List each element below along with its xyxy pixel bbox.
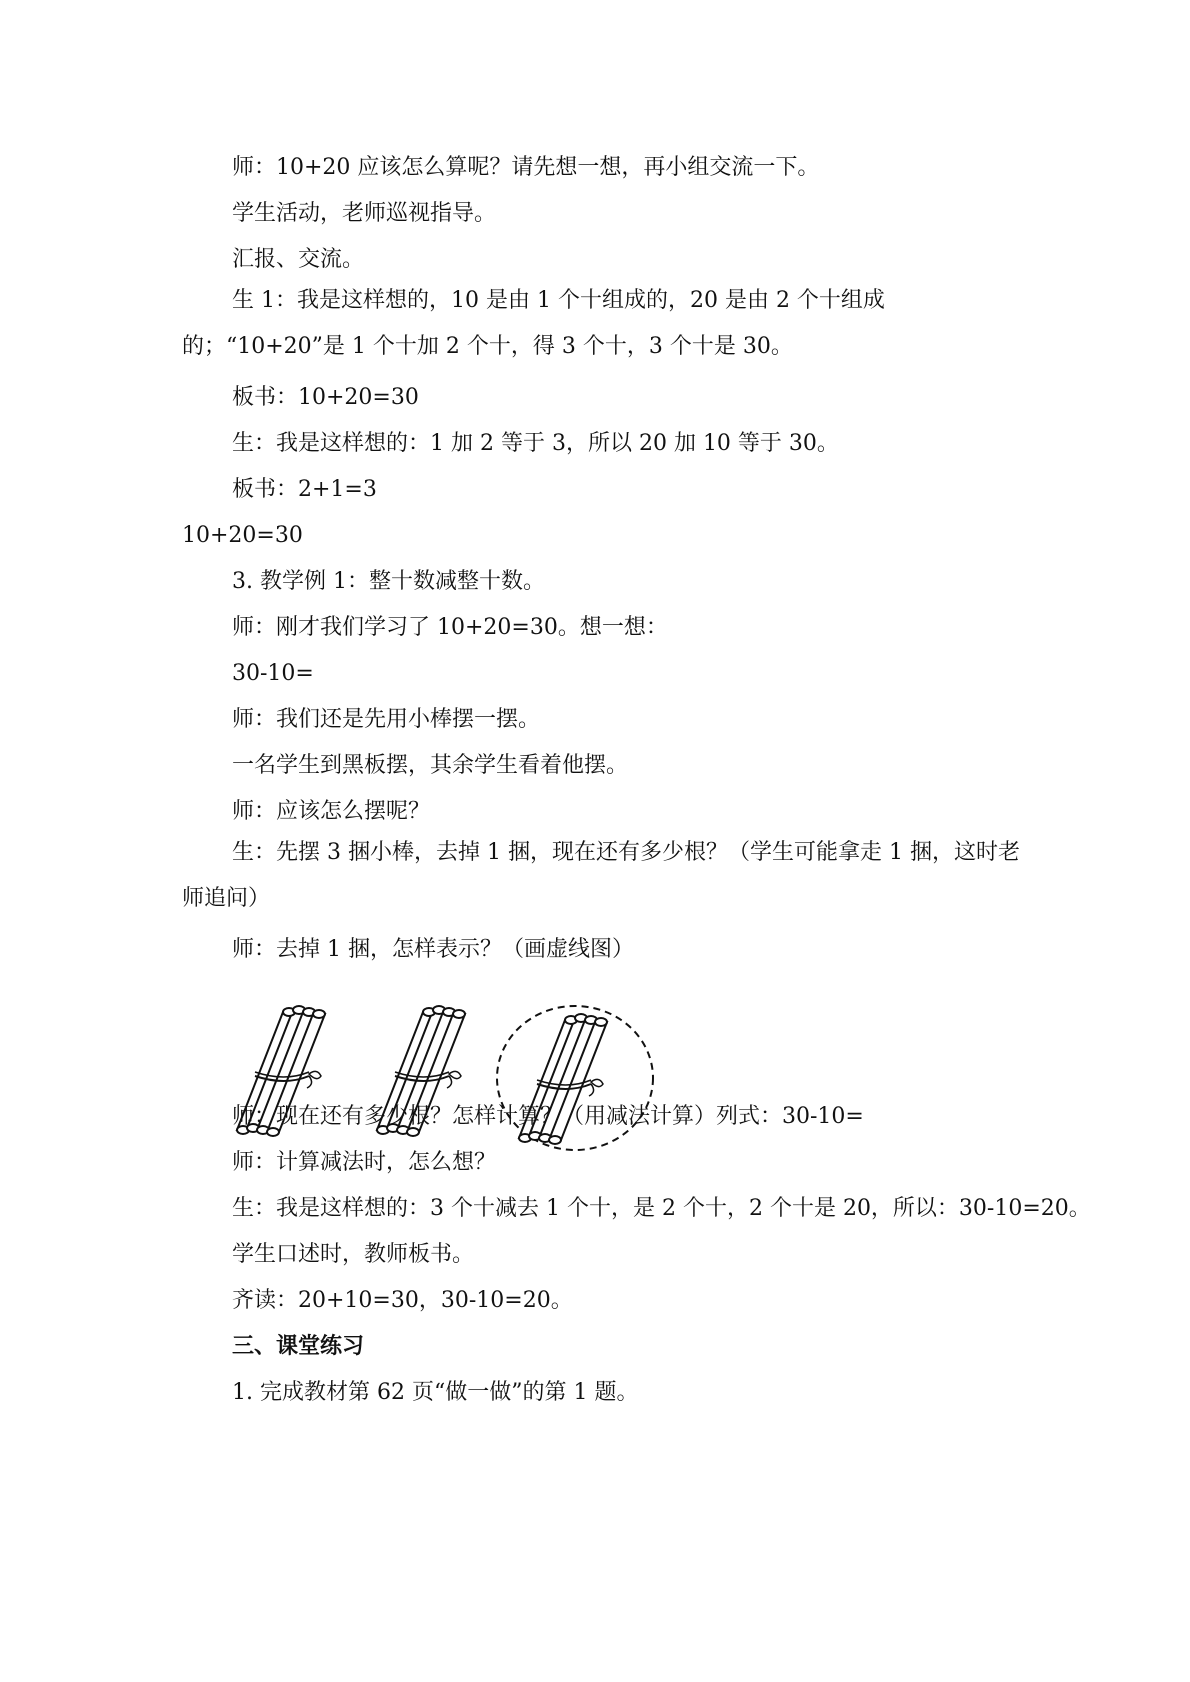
line-12: 师：我们还是先用小棒摆一摆。 bbox=[232, 707, 541, 732]
line-10: 师：刚才我们学习了 10+20=30。想一想： bbox=[232, 615, 668, 640]
line-4: 生 1：我是这样想的，10 是由 1 个十组成的，20 是由 2 个十组成的；“10+20”是 1 个十加 2 个十，得 3 个十，3 个十是 30。 bbox=[182, 288, 885, 359]
line-13: 一名学生到黑板摆，其余学生看着他摆。 bbox=[232, 753, 629, 778]
line-21: 齐读：20+10=30，30-10=20。 bbox=[232, 1288, 573, 1313]
line-19: 生：我是这样想的：3 个十减去 1 个十，是 2 个十，2 个十是 20，所以：30-10=20。 bbox=[232, 1196, 1091, 1221]
line-1: 师：10+20 应该怎么算呢？请先想一想，再小组交流一下。 bbox=[232, 155, 820, 180]
line-7: 板书：2+1=3 bbox=[232, 477, 377, 502]
line-11: 30-10= bbox=[232, 661, 314, 686]
line-15: 生：先摆 3 捆小棒，去掉 1 捆，现在还有多少根？（学生可能拿走 1 捆，这时老师追问） bbox=[182, 840, 1020, 911]
line-23: 1. 完成教材第 62 页“做一做”的第 1 题。 bbox=[232, 1380, 639, 1405]
line-3: 汇报、交流。 bbox=[232, 247, 365, 272]
line-2: 学生活动，老师巡视指导。 bbox=[232, 201, 497, 226]
line-16: 师：去掉 1 捆，怎样表示？（画虚线图） bbox=[232, 937, 634, 962]
line-17: 师：现在还有多少根？怎样计算？（用减法计算）列式：30-10= bbox=[232, 1104, 864, 1129]
stick-bundles-illustration bbox=[225, 1000, 685, 1165]
line-18: 师：计算减法时，怎么想？ bbox=[232, 1150, 497, 1175]
line-9: 3. 教学例 1：整十数减整十数。 bbox=[232, 569, 545, 594]
line-20: 学生口述时，教师板书。 bbox=[232, 1242, 475, 1267]
line-6: 生：我是这样想的：1 加 2 等于 3，所以 20 加 10 等于 30。 bbox=[232, 431, 839, 456]
line-14: 师：应该怎么摆呢？ bbox=[232, 799, 431, 824]
stick-bundles-figure bbox=[225, 1000, 685, 1165]
line-8: 10+20=30 bbox=[182, 523, 303, 548]
section-heading: 三、课堂练习 bbox=[232, 1334, 365, 1359]
line-5: 板书：10+20=30 bbox=[232, 385, 419, 410]
